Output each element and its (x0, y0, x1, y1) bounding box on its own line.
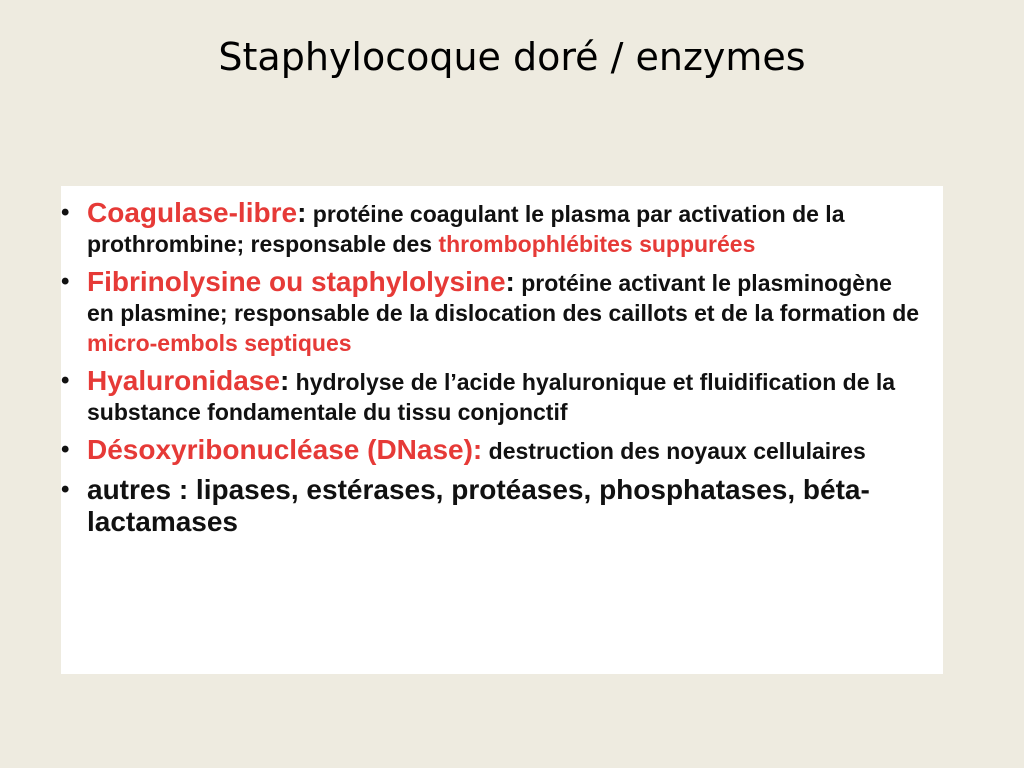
description: destruction des noyaux cellulaires (482, 438, 866, 464)
list-item-hyaluronidase (61, 366, 923, 427)
term-coagulase: Coagulase-libre (87, 197, 298, 228)
enzyme-list (61, 198, 923, 538)
bullet-icon: • (61, 367, 70, 394)
description: protéine activant le plasminogène en plasmine; responsable de la dislocation des caillots et de la formation de (87, 270, 920, 326)
highlight-text: thrombophlébites suppurées (438, 231, 756, 257)
list-item-fibrinolysine (61, 267, 923, 358)
list-item-dnase (61, 435, 923, 466)
bullet-icon: • (61, 436, 70, 463)
term-hyaluronidase: Hyaluronidase (87, 365, 280, 396)
bullet-icon: • (61, 476, 70, 503)
list-item-coagulase (61, 198, 923, 259)
list-item-autres (61, 474, 923, 538)
bullet-icon: • (61, 268, 70, 295)
highlight-text: micro-embols septiques (87, 330, 352, 356)
autres-text: autres : lipases, estérases, protéases, phosphatases, béta-lactamases (87, 474, 870, 537)
term-colon: : (505, 266, 515, 297)
term-fibrinolysine: Fibrinolysine ou staphylolysine (87, 266, 506, 297)
term-colon: : (279, 365, 290, 396)
content-box (61, 186, 943, 674)
bullet-icon: • (61, 199, 70, 226)
description: hydrolyse de l’acide hyaluronique et fluidification de la substance fondamentale du tissu conjonctif (87, 369, 896, 425)
term-dnase: Désoxyribonucléase (DNase): (87, 434, 483, 465)
slide-title: Staphylocoque doré / enzymes (218, 35, 806, 79)
description: protéine coagulant le plasma par activation de la prothrombine; responsable des (87, 201, 845, 257)
term-colon: : (297, 197, 307, 228)
